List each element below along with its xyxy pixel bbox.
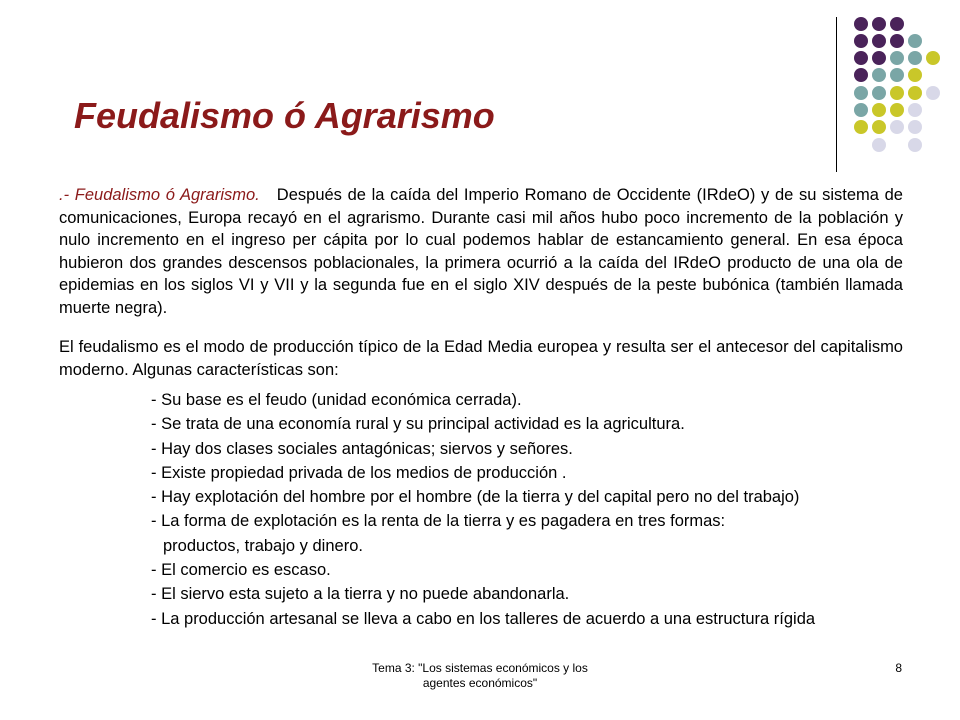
list-item: - El comercio es escaso. — [151, 561, 331, 580]
list-item: - El siervo esta sujeto a la tierra y no puede abandonarla. — [151, 585, 570, 604]
slide-title: Feudalismo ó Agrarismo — [74, 95, 495, 136]
footer-topic — [330, 661, 630, 691]
page-number: 8 — [895, 661, 902, 675]
decorative-dot — [854, 34, 868, 48]
list-item-continuation: productos, trabajo y dinero. — [163, 536, 363, 555]
decorative-dot — [854, 103, 868, 117]
lead-heading: .- Feudalismo ó Agrarismo. — [59, 186, 260, 204]
intro-paragraph — [59, 184, 903, 319]
decorative-dot — [890, 34, 904, 48]
list-item: - Hay explotación del hombre por el hombre (de la tierra y del capital pero no del trabajo) — [151, 488, 800, 507]
decorative-dot — [926, 86, 940, 100]
intro-text: Después de la caída del Imperio Romano de Occidente (IRdeO) y de su sistema de comunicaciones, Europa recayó en el agrarismo. Durante casi mil años hubo poco incremento de la población y nulo incremento en el ingreso per cápita por lo cual podemos hablar de estancamiento general. En esa época hubieron dos grandes descensos poblacionales, la primera ocurrió a la caída del IRdeO producto de una ola de epidemias en los siglos VI y VII y la segunda fue en el siglo XIV después de la peste bubónica (también llamada muerte negra). — [59, 186, 903, 317]
decorative-vertical-line — [836, 17, 837, 172]
decorative-dot — [908, 138, 922, 152]
decorative-dot — [890, 120, 904, 134]
decorative-dot — [908, 34, 922, 48]
list-item: - Se trata de una economía rural y su principal actividad es la agricultura. — [151, 415, 685, 434]
decorative-dot — [872, 120, 886, 134]
footer-line: agentes económicos" — [422, 676, 538, 690]
decorative-dot — [872, 86, 886, 100]
decorative-dot — [872, 34, 886, 48]
decorative-dot — [872, 138, 886, 152]
slide-body — [59, 184, 903, 631]
decorative-dot — [872, 68, 886, 82]
decorative-dot — [890, 86, 904, 100]
decorative-dot — [908, 103, 922, 117]
list-item: - La producción artesanal se lleva a cabo en los talleres de acuerdo a una estructura rígida — [151, 609, 816, 628]
list-item: - La forma de explotación es la renta de la tierra y es pagadera en tres formas: — [151, 512, 726, 531]
decorative-dot — [890, 51, 904, 65]
decorative-dot — [908, 86, 922, 100]
decorative-dot — [872, 51, 886, 65]
characteristics-list — [59, 388, 903, 631]
decorative-dot — [854, 51, 868, 65]
decorative-dot — [872, 17, 886, 31]
decorative-dot — [854, 17, 868, 31]
characteristics-paragraph: El feudalismo es el modo de producción típico de la Edad Media europea y resulta ser el antecesor del capitalismo moderno. Algunas características son: — [59, 338, 903, 379]
decorative-dot — [890, 103, 904, 117]
decorative-dot — [854, 68, 868, 82]
footer-line: Tema 3: "Los sistemas económicos y los — [372, 661, 588, 675]
decorative-dot — [872, 103, 886, 117]
decorative-dot — [908, 68, 922, 82]
decorative-dot — [926, 51, 940, 65]
list-item: - Existe propiedad privada de los medios de producción . — [151, 463, 567, 482]
decorative-dot — [890, 68, 904, 82]
decorative-dot — [854, 86, 868, 100]
list-item: - Hay dos clases sociales antagónicas; siervos y señores. — [151, 439, 573, 458]
list-item: - Su base es el feudo (unidad económica cerrada). — [151, 391, 522, 409]
decorative-dot — [908, 120, 922, 134]
decorative-dot — [890, 17, 904, 31]
decorative-dot — [908, 51, 922, 65]
decorative-dot — [854, 120, 868, 134]
